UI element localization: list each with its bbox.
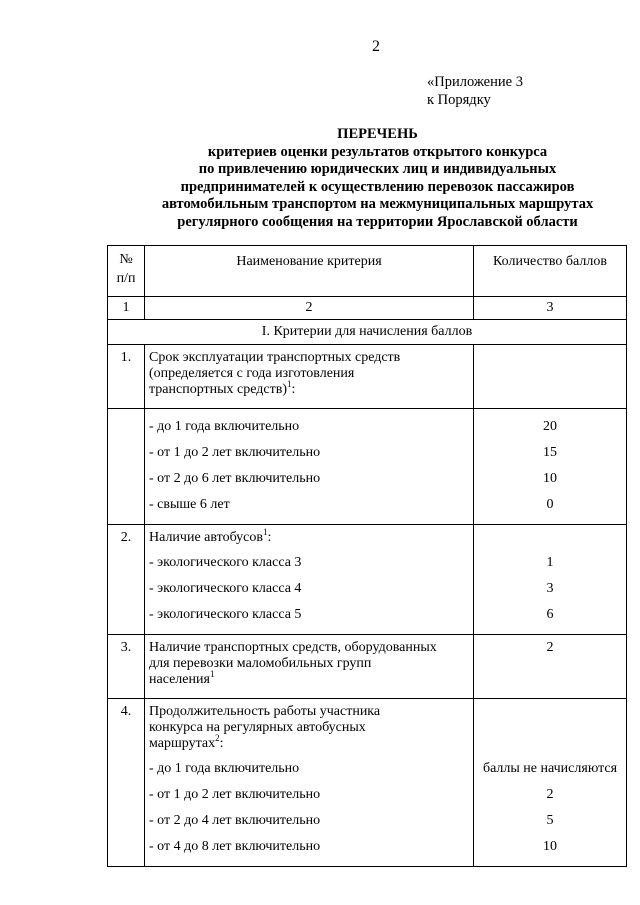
annex-line-1: «Приложение 3 xyxy=(427,74,523,90)
options-cell xyxy=(145,699,474,867)
criterion-title xyxy=(149,527,469,550)
points-cell xyxy=(474,699,627,867)
points-spacer xyxy=(478,704,622,756)
criterion-title-line: Срок эксплуатации транспортных средств xyxy=(149,350,401,365)
options-cell xyxy=(145,525,474,635)
option-label: - от 1 до 2 лет включительно xyxy=(149,787,321,802)
options-cell xyxy=(145,409,474,525)
criterion-title-line xyxy=(149,733,469,752)
option-points: 0 xyxy=(546,497,554,512)
criterion-title xyxy=(149,640,469,692)
criterion-title-line: конкурса на регулярных автобусных xyxy=(149,720,366,735)
table-row xyxy=(108,345,627,409)
option-label: - до 1 года включительно xyxy=(149,761,300,776)
header-num-cell xyxy=(108,246,145,297)
criterion-title-line: Продолжительность работы участника xyxy=(149,704,381,719)
footnote-mark: 1 xyxy=(209,669,215,679)
option-label: - от 4 до 8 лет включительно xyxy=(149,839,321,854)
criterion-title-tail: : xyxy=(219,736,224,751)
criterion-cell xyxy=(145,345,474,409)
title-line-3: по привлечению юридических лиц и индивидуальных xyxy=(198,161,557,177)
option-label: - экологического класса 4 xyxy=(149,581,302,596)
table-row xyxy=(108,699,627,867)
criterion-title-text: маршрутах xyxy=(149,736,216,751)
criterion-title-line xyxy=(149,379,469,398)
points-cell xyxy=(474,525,627,635)
option-points: баллы не начисляются xyxy=(482,761,618,776)
title-line-1: ПЕРЕЧЕНЬ xyxy=(337,126,418,142)
option-points: 20 xyxy=(543,419,557,434)
footnote-mark: 1 xyxy=(263,527,268,537)
footnote-mark: 1 xyxy=(287,379,292,389)
criterion-title-line: для перевозки маломобильных групп xyxy=(149,656,372,671)
row-number: 3. xyxy=(108,635,145,699)
criteria-table xyxy=(107,245,627,867)
table-header-row xyxy=(108,246,627,297)
criterion-title xyxy=(149,350,469,402)
table-row xyxy=(108,409,627,525)
criterion-title-text: населения xyxy=(149,672,210,687)
option-label: - свыше 6 лет xyxy=(149,497,230,512)
points-cell xyxy=(474,409,627,525)
criterion-title-line: (определяется с года изготовления xyxy=(149,366,355,381)
column-number-row xyxy=(108,297,627,320)
criterion-title-tail: : xyxy=(291,382,296,397)
criterion-title-text: Наличие автобусов xyxy=(149,530,263,545)
option-label: - от 2 до 4 лет включительно xyxy=(149,813,321,828)
page-number: 2 xyxy=(372,38,380,55)
header-num-line-1: № xyxy=(119,252,133,267)
criterion-title-line xyxy=(149,669,469,688)
title-line-4: предпринимателей к осуществлению перевозок пассажиров xyxy=(180,178,575,195)
row-number: 2. xyxy=(108,525,145,635)
header-points-cell: Количество баллов xyxy=(474,246,627,297)
header-num-line-2: п/п xyxy=(116,271,136,286)
colnum-2: 2 xyxy=(145,297,474,320)
annex-reference xyxy=(427,73,523,109)
points-cell xyxy=(474,345,627,409)
option-points: 3 xyxy=(546,581,554,596)
document-title xyxy=(100,126,640,231)
option-points: 6 xyxy=(546,607,554,622)
annex-line-2: к Порядку xyxy=(427,92,491,108)
option-points: 2 xyxy=(546,787,554,802)
section-row xyxy=(108,320,627,345)
title-line-2: критериев оценки результатов открытого конкурса xyxy=(207,143,548,160)
criterion-title-line: Наличие транспортных средств, оборудованных xyxy=(149,640,437,655)
section-heading: I. Критерии для начисления баллов xyxy=(108,320,627,345)
table-row xyxy=(108,635,627,699)
criterion-title-text: транспортных средств) xyxy=(149,382,288,397)
row-number-empty xyxy=(108,409,145,525)
option-points: 10 xyxy=(543,471,557,486)
option-label: - от 2 до 6 лет включительно xyxy=(149,471,321,486)
criterion-title-tail: : xyxy=(267,530,272,545)
criterion-cell xyxy=(145,635,474,699)
option-points: 15 xyxy=(543,445,557,460)
criterion-title xyxy=(149,704,469,756)
points-spacer xyxy=(478,530,622,550)
option-points: 10 xyxy=(543,839,557,854)
header-name-cell: Наименование критерия xyxy=(145,246,474,297)
row-number: 1. xyxy=(108,345,145,409)
option-label: - экологического класса 5 xyxy=(149,607,302,622)
footnote-mark: 2 xyxy=(215,733,220,743)
title-line-5: автомобильным транспортом на межмуниципальных маршрутах xyxy=(161,196,594,212)
table-row xyxy=(108,525,627,635)
row-number: 4. xyxy=(108,699,145,867)
title-line-6: регулярного сообщения на территории Ярославской области xyxy=(177,213,578,230)
points-cell: 2 xyxy=(474,635,627,699)
option-points: 1 xyxy=(546,555,554,570)
option-points: 5 xyxy=(546,813,554,828)
option-label: - от 1 до 2 лет включительно xyxy=(149,445,321,460)
colnum-3: 3 xyxy=(474,297,627,320)
option-label: - экологического класса 3 xyxy=(149,555,302,570)
option-label: - до 1 года включительно xyxy=(149,419,300,434)
colnum-1: 1 xyxy=(108,297,145,320)
